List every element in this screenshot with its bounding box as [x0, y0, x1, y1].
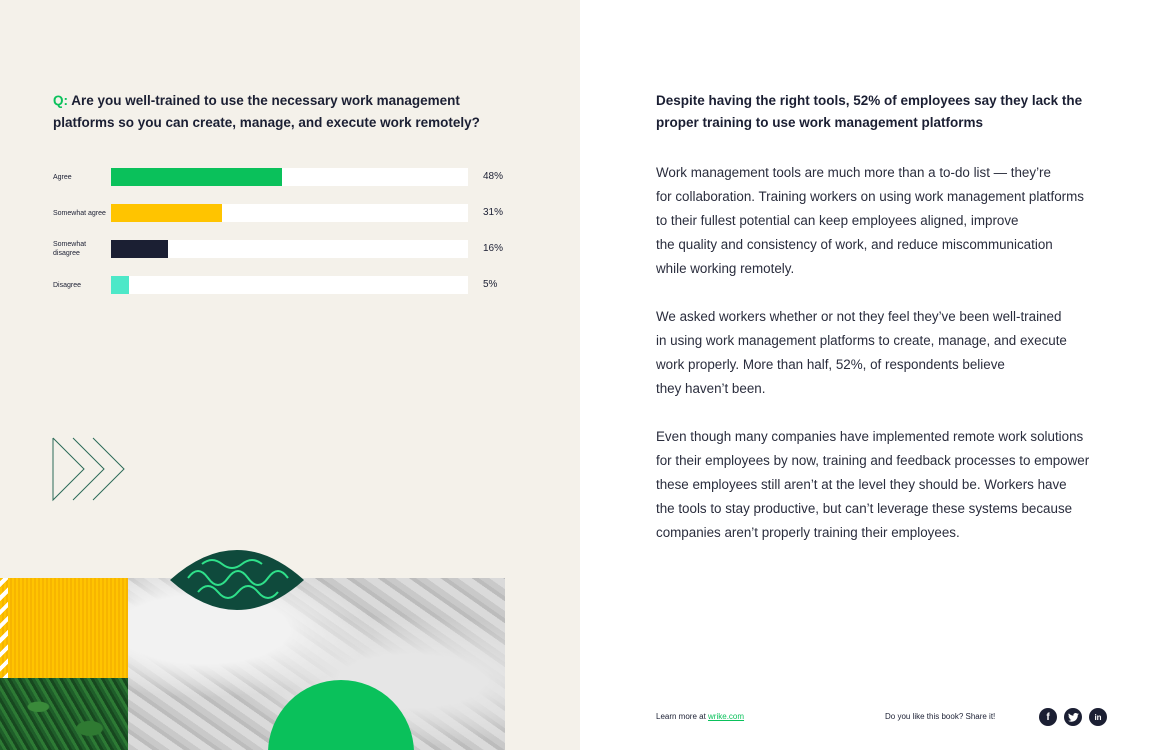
question-text: Are you well-trained to use the necessary work management platforms so you can create, manage, and execute work remotely? [53, 93, 480, 130]
paragraph-line: work properly. More than half, 52%, of respondents believe [656, 357, 1005, 372]
paragraph-line: in using work management platforms to create, manage, and execute [656, 333, 1067, 348]
paragraph-line: for collaboration. Training workers on using work management platforms [656, 189, 1084, 204]
paragraph-line: We asked workers whether or not they feel they’ve been well-trained [656, 309, 1062, 324]
bar-fill [111, 276, 129, 294]
fern-leaves-image [0, 678, 128, 750]
bar-value-label: 16% [483, 243, 504, 254]
learn-more-text: Learn more at [656, 712, 709, 721]
paragraph-line: the tools to stay productive, but can’t leverage these systems because [656, 501, 1073, 516]
bar-fill [111, 204, 222, 222]
bar-track [111, 276, 468, 294]
bar-row [53, 274, 533, 310]
article-paragraph-3 [656, 425, 1116, 545]
paragraph-line: for their employees by now, training and feedback processes to empower [656, 453, 1090, 468]
facebook-icon[interactable]: f [1039, 708, 1057, 726]
bar-fill [111, 240, 168, 258]
article-paragraph-2 [656, 305, 1116, 401]
bar-label: Agree [53, 173, 72, 181]
decorative-photo-collage [0, 548, 505, 750]
bar-label: Somewhat disagree [53, 241, 87, 257]
bar-value-label: 5% [483, 279, 498, 290]
article-paragraph-1 [656, 161, 1116, 281]
yellow-texture-image [0, 578, 128, 678]
survey-bar-chart [53, 166, 533, 310]
linkedin-icon[interactable]: in [1089, 708, 1107, 726]
question-prefix: Q: [53, 93, 68, 108]
bar-track [111, 204, 468, 222]
paragraph-line: Work management tools are much more than a to-do list — they’re [656, 165, 1051, 180]
footer-share-text: Do you like this book? Share it! [885, 712, 996, 721]
bar-value-label: 31% [483, 207, 504, 218]
twitter-bird-glyph [1068, 713, 1079, 722]
bar-fill [111, 168, 282, 186]
footer-learn-more [656, 710, 744, 724]
bar-row [53, 202, 533, 238]
wrike-link[interactable]: wrike.com [708, 712, 745, 721]
survey-question [53, 90, 523, 134]
article-heading: Despite having the right tools, 52% of employees say they lack the proper training to use work management platforms [656, 93, 1083, 130]
right-panel [580, 0, 1160, 750]
paragraph-line: to their fullest potential can keep employees aligned, improve [656, 213, 1019, 228]
bar-label: Disagree [53, 281, 82, 289]
paragraph-line: they haven’t been. [656, 381, 766, 396]
paragraph-line: while working remotely. [656, 261, 795, 276]
bar-value-label: 48% [483, 171, 504, 182]
bar-track [111, 240, 468, 258]
chevrons-right-icon [52, 436, 128, 502]
leaf-shape-image [168, 548, 306, 612]
bar-label: Somewhat agree [53, 209, 106, 217]
paragraph-line: companies aren’t properly training their employees. [656, 525, 960, 540]
twitter-icon[interactable] [1064, 708, 1082, 726]
paragraph-line: these employees still aren’t at the level they should be. Workers have [656, 477, 1067, 492]
bar-row [53, 166, 533, 202]
striped-edge [0, 578, 8, 678]
bar-row [53, 238, 533, 274]
paragraph-line: Even though many companies have implemented remote work solutions [656, 429, 1084, 444]
paragraph-line: the quality and consistency of work, and reduce miscommunication [656, 237, 1053, 252]
bar-track [111, 168, 468, 186]
